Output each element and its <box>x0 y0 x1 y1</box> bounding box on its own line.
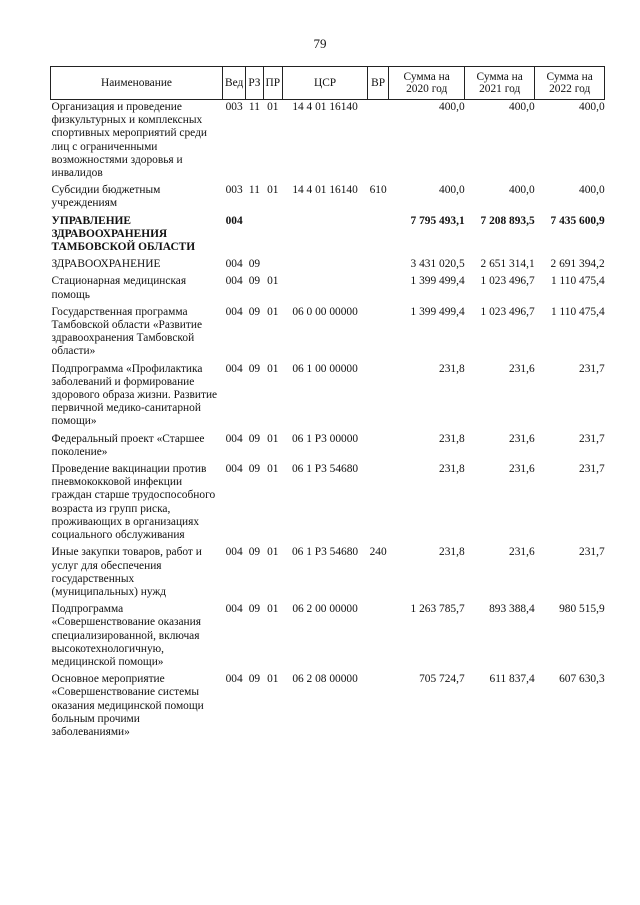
cell-vr <box>368 214 389 258</box>
cell-name: Федеральный проект «Старшее поколение» <box>51 432 205 458</box>
table-header-row <box>51 67 605 100</box>
table-row <box>51 672 605 742</box>
table-body <box>51 100 605 743</box>
cell-vr <box>368 274 389 304</box>
cell-ved: 004 <box>225 258 243 271</box>
cell-name: Подпрограмма «Совершенствование оказания специализированной, включая высокотехнологичную, медицинской помощи» <box>51 603 201 668</box>
cell-sum-2021: 2 651 314,1 <box>480 258 535 271</box>
cell-rz: 09 <box>248 432 261 445</box>
cell-sum-2022: 1 110 475,4 <box>550 305 605 318</box>
cell-ved: 003 <box>225 184 243 197</box>
cell-sum-2020: 231,8 <box>439 463 465 476</box>
cell-ved: 004 <box>225 362 243 375</box>
cell-ved: 004 <box>225 305 243 318</box>
cell-name: Основное мероприятие «Совершенствование системы оказания медицинской помощи больным прочими заболеваниями» <box>51 673 204 738</box>
cell-ved: 003 <box>225 101 243 113</box>
cell-csr <box>283 257 368 274</box>
cell-name: ЗДРАВООХРАНЕНИЕ <box>51 258 161 271</box>
cell-pr: 01 <box>267 305 279 318</box>
cell-sum-2021: 400,0 <box>509 101 535 113</box>
cell-name: Проведение вакцинации против пневмококковой инфекции граждан старше трудоспособного возраста из групп риска, проживающих в организациях социального обслуживания <box>51 463 216 542</box>
cell-sum-2020: 1 399 499,4 <box>410 275 465 288</box>
cell-ved: 004 <box>225 546 243 559</box>
cell-csr: 06 1 P3 00000 <box>291 432 359 445</box>
cell-sum-2022: 607 630,3 <box>559 673 605 686</box>
cell-pr: 01 <box>267 463 279 476</box>
cell-sum-2022: 231,7 <box>579 463 605 476</box>
cell-sum-2021: 400,0 <box>509 184 535 197</box>
cell-sum-2020: 400,0 <box>439 184 465 197</box>
cell-rz: 09 <box>248 275 261 288</box>
cell-sum-2021: 611 837,4 <box>489 673 535 686</box>
cell-pr: 01 <box>267 362 279 375</box>
cell-name: Иные закупки товаров, работ и услуг для обеспечения государственных (муниципальных) нужд <box>51 546 202 598</box>
cell-vr <box>368 602 389 672</box>
cell-ved: 004 <box>225 214 243 227</box>
cell-sum-2020: 400,0 <box>439 101 465 113</box>
cell-rz: 09 <box>248 362 261 375</box>
cell-rz: 09 <box>248 546 261 559</box>
cell-rz: 09 <box>248 463 261 476</box>
table-row <box>51 362 605 432</box>
cell-rz: 09 <box>248 305 261 318</box>
cell-pr: 01 <box>267 546 279 559</box>
cell-csr: 06 2 00 00000 <box>292 603 358 616</box>
cell-sum-2021: 231,6 <box>509 546 535 559</box>
cell-ved: 004 <box>225 275 243 288</box>
cell-sum-2022: 980 515,9 <box>559 603 605 616</box>
table-row <box>51 257 605 274</box>
header-csr: ЦСР <box>283 67 368 100</box>
cell-name: УПРАВЛЕНИЕ ЗДРАВООХРАНЕНИЯ ТАМБОВСКОЙ ОБЛАСТИ <box>51 214 196 254</box>
cell-sum-2020: 231,8 <box>439 362 465 375</box>
cell-sum-2020: 7 795 493,1 <box>410 214 465 227</box>
header-sum-2020: Сумма на 2020 год <box>389 67 465 100</box>
cell-sum-2022: 2 691 394,2 <box>550 258 605 271</box>
table-row <box>51 432 605 462</box>
table-row <box>51 305 605 362</box>
cell-sum-2022: 231,7 <box>579 546 605 559</box>
cell-vr <box>368 305 389 362</box>
cell-sum-2022: 231,7 <box>579 432 605 445</box>
cell-sum-2020: 231,8 <box>439 546 465 559</box>
cell-csr: 06 1 00 00000 <box>292 362 358 375</box>
cell-sum-2020: 231,8 <box>439 432 465 445</box>
table-row <box>51 214 605 258</box>
header-sum-2022: Сумма на 2022 год <box>535 67 605 100</box>
cell-csr <box>283 214 368 258</box>
cell-sum-2021: 7 208 893,5 <box>480 214 535 227</box>
cell-sum-2021: 1 023 496,7 <box>480 305 535 318</box>
header-ved: Вед <box>223 67 246 100</box>
cell-rz: 11 <box>248 101 260 113</box>
cell-csr: 14 4 01 16140 <box>292 184 358 197</box>
header-rz: РЗ <box>246 67 263 100</box>
cell-ved: 004 <box>225 432 243 445</box>
table-row <box>51 462 605 545</box>
cell-sum-2021: 231,6 <box>509 432 535 445</box>
cell-sum-2021: 893 388,4 <box>489 603 535 616</box>
cell-sum-2022: 400,0 <box>579 101 605 113</box>
cell-rz: 09 <box>248 258 261 271</box>
cell-sum-2021: 231,6 <box>509 463 535 476</box>
cell-vr <box>368 100 389 184</box>
cell-vr <box>368 432 389 462</box>
cell-ved: 004 <box>225 463 243 476</box>
cell-csr: 06 0 00 00000 <box>292 305 358 318</box>
cell-sum-2022: 400,0 <box>579 184 605 197</box>
budget-table <box>50 66 605 742</box>
cell-rz: 09 <box>248 603 261 616</box>
cell-sum-2020: 705 724,7 <box>419 673 465 686</box>
cell-pr: 01 <box>267 275 279 288</box>
cell-sum-2022: 231,7 <box>579 362 605 375</box>
cell-vr <box>368 462 389 545</box>
cell-csr <box>283 274 368 304</box>
header-name: Наименование <box>51 67 223 100</box>
cell-rz: 09 <box>248 673 261 686</box>
table-row <box>51 274 605 304</box>
cell-vr <box>368 362 389 432</box>
cell-sum-2021: 1 023 496,7 <box>480 275 535 288</box>
cell-sum-2022: 7 435 600,9 <box>550 214 605 227</box>
cell-sum-2021: 231,6 <box>509 362 535 375</box>
cell-rz: 11 <box>248 184 260 197</box>
cell-sum-2020: 1 399 499,4 <box>410 305 465 318</box>
table-row <box>51 602 605 672</box>
cell-pr: 01 <box>267 432 279 445</box>
table-row <box>51 100 605 184</box>
cell-pr: 01 <box>267 184 279 197</box>
cell-name: Субсидии бюджетным учреждениям <box>51 184 161 210</box>
cell-pr: 01 <box>267 673 279 686</box>
cell-csr: 06 1 P3 54680 <box>291 463 359 476</box>
cell-vr: 240 <box>369 546 387 559</box>
header-pr: ПР <box>263 67 283 100</box>
cell-ved: 004 <box>225 603 243 616</box>
cell-vr <box>368 257 389 274</box>
cell-sum-2020: 3 431 020,5 <box>410 258 465 271</box>
cell-sum-2022: 1 110 475,4 <box>550 275 605 288</box>
header-vr: ВР <box>368 67 389 100</box>
cell-pr: 01 <box>267 603 279 616</box>
cell-sum-2020: 1 263 785,7 <box>410 603 465 616</box>
cell-csr: 06 1 P3 54680 <box>291 546 359 559</box>
page-number: 79 <box>313 36 327 51</box>
table-row <box>51 183 605 213</box>
cell-name: Стационарная медицинская помощь <box>51 275 187 301</box>
cell-pr <box>263 257 283 274</box>
cell-name: Подпрограмма «Профилактика заболеваний и формирование здорового образа жизни. Развитие первичной медико-санитарной помощи» <box>51 362 218 428</box>
cell-name: Организация и проведение физкультурных и комплексных спортивных мероприятий среди лиц с ограниченными возможностями здоровья и инвалидов <box>51 101 207 180</box>
cell-csr: 06 2 08 00000 <box>292 673 358 686</box>
cell-pr: 01 <box>267 101 279 113</box>
header-sum-2021: Сумма на 2021 год <box>465 67 535 100</box>
cell-name: Государственная программа Тамбовской области «Развитие здравоохранения Тамбовской области» <box>51 305 203 358</box>
cell-rz <box>246 214 263 258</box>
table-row <box>51 545 605 602</box>
cell-vr: 610 <box>369 184 387 197</box>
cell-vr <box>368 672 389 742</box>
cell-csr: 14 4 01 16140 <box>292 101 358 113</box>
cell-pr <box>263 214 283 258</box>
cell-ved: 004 <box>225 673 243 686</box>
